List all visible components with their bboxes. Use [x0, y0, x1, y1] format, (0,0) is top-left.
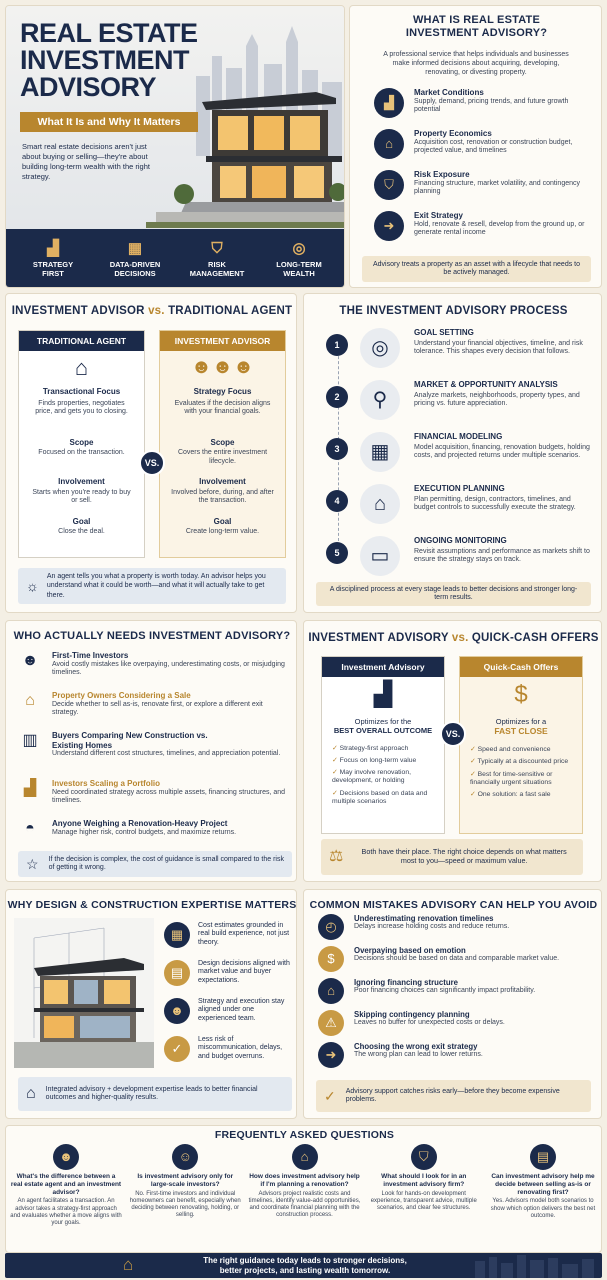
who-needs-callout	[18, 851, 292, 877]
design-panel	[5, 889, 297, 1119]
faq-question: Is investment advisory only for large-scale investors?	[137, 1173, 234, 1188]
calculator-icon: ▦	[127, 240, 143, 257]
item-text: Need coordinated strategy across multiple assets, financing structures, and timelines.	[52, 788, 286, 804]
hero-subtitle: What It Is and Why It Matters	[20, 112, 198, 132]
list-item	[318, 946, 598, 978]
quick-cash-list	[460, 736, 582, 799]
list-item	[470, 771, 574, 787]
step-number: 4	[326, 490, 348, 512]
what-is-title	[350, 14, 602, 39]
item-text: Typically at a discounted price	[477, 758, 569, 766]
monitor-chart-icon: ▭	[360, 536, 400, 576]
column-subtitle: Optimizes for a	[495, 717, 547, 726]
item-title: Underestimating renovation timelines	[354, 914, 494, 923]
item-title: Buyers Comparing New Construction vs. Existing Homes	[52, 731, 208, 750]
item-text: Covers the entire investment lifecycle.	[177, 449, 268, 465]
item-text: Understand different cost structures, timelines, and appreciation potential.	[52, 750, 281, 758]
item-title: Goal	[213, 516, 232, 526]
list-item	[318, 1042, 598, 1074]
list-item	[332, 757, 436, 765]
clock-icon: ◴	[318, 914, 344, 940]
item-text: Avoid costly mistakes like overpaying, underestimating costs, or misjudging timelines.	[52, 660, 285, 676]
item-text: Starts when you're ready to buy or sell.	[32, 488, 131, 505]
step-text: Revisit assumptions and performance as markets shift to ensure the strategy stays on track.	[414, 547, 590, 563]
faq-question: Can investment advisory help me decide between selling as-is or renovating first?	[491, 1173, 595, 1196]
column-header: Investment Advisory	[322, 657, 444, 677]
pillar-label: RISK	[208, 260, 226, 269]
process-step	[326, 536, 598, 588]
pillar-label: WEALTH	[283, 269, 315, 278]
step-text: Understand your financial objectives, timeline, and risk tolerance. This shapes every decision that follows.	[414, 339, 583, 355]
faq-answer: No. First-time investors and individual homeowners can benefit, especially when deciding between renovating, holding, or selling.	[129, 1190, 241, 1219]
item-text: Evaluates if the decision aligns with your financial goals.	[174, 399, 271, 415]
person-icon: ☻	[21, 652, 39, 669]
check-icon: ✓	[470, 770, 478, 778]
step-text: Model acquisition, financing, renovation budgets, holding costs, and projected returns under multiple scenarios.	[414, 443, 590, 459]
hero-intro: Smart real estate decisions aren't just about buying or selling—they're about building long-term wealth with the right strategy.	[22, 142, 150, 182]
shield-check-icon: ⛉	[374, 170, 404, 200]
list-item	[18, 691, 292, 731]
column-header: Quick-Cash Offers	[460, 657, 582, 677]
process-step	[326, 380, 598, 432]
list-item	[332, 769, 436, 785]
shield-icon: ⛉	[411, 1144, 437, 1170]
item-title: Choosing the wrong exit strategy	[354, 1042, 478, 1051]
list-item	[470, 758, 574, 766]
title-part: QUICK-CASH OFFERS	[471, 632, 599, 644]
item-text: Poor financing choices can significantly impact profitability.	[354, 987, 536, 995]
process-step	[326, 432, 598, 484]
footer-line: better projects, and lasting wealth tomorrow.	[219, 1266, 391, 1275]
vs-cash-panel	[303, 620, 602, 882]
item-text: Cost estimates grounded in real build experience, not just theory.	[198, 922, 290, 946]
pillar-label: FIRST	[42, 269, 64, 278]
item-title: Property Owners Considering a Sale	[52, 691, 191, 700]
mistakes-panel	[303, 889, 602, 1119]
growth-chart-icon: ▟	[23, 780, 37, 797]
check-icon: ✓	[470, 746, 478, 754]
item-title: Scope	[210, 437, 235, 447]
pillar-label: LONG-TERM	[276, 260, 322, 269]
hero-pillars	[6, 229, 345, 288]
what-is-list	[374, 88, 596, 252]
step-title: FINANCIAL MODELING	[414, 432, 503, 441]
list-item	[374, 88, 596, 129]
check-icon: ✓	[470, 758, 478, 766]
process-panel	[303, 293, 602, 613]
check-shield-icon: ✓	[164, 1036, 190, 1062]
callout-text: Both have their place. The right choice depends on what matters most to you—speed or maximum value.	[361, 847, 567, 865]
check-icon: ✓	[332, 769, 340, 777]
item-text: Acquisition cost, renovation or construction budget, projected value, and timelines	[414, 138, 573, 154]
pillar	[261, 240, 337, 278]
list-item	[18, 779, 292, 819]
item-title: Transactional Focus	[42, 387, 121, 396]
star-icon: ☆	[26, 855, 39, 872]
hero-panel	[5, 5, 345, 288]
house-dollar-icon: ⌂	[25, 692, 35, 709]
faq-item	[249, 1144, 361, 1227]
who-needs-panel	[5, 620, 297, 882]
pillar	[179, 240, 255, 278]
team-icon: ☻	[164, 998, 190, 1024]
hard-hat-icon: ◓	[25, 820, 35, 837]
hero-title	[20, 20, 198, 101]
pillar	[97, 240, 173, 278]
list-item	[318, 914, 598, 946]
item-text: Manage higher risk, control budgets, and maximize returns.	[52, 828, 237, 836]
design-title: WHY DESIGN & CONSTRUCTION EXPERTISE MATTERS	[7, 899, 297, 911]
faq-question: What should I look for in an investment advisory firm?	[381, 1173, 467, 1188]
traditional-agent-column	[18, 330, 145, 558]
item-text: Less risk of miscommunication, delays, and budget overruns.	[198, 1036, 283, 1060]
item-text: Strategy-first approach	[339, 745, 409, 752]
list-item	[374, 129, 596, 170]
list-item	[332, 790, 436, 806]
item-text: Decisions based on data and multiple scenarios	[332, 789, 428, 805]
title-part: TRADITIONAL AGENT	[168, 305, 293, 317]
item-title: Property Economics	[414, 129, 492, 138]
vs-cash-callout	[321, 839, 583, 875]
pillar-label: DATA-DRIVEN	[109, 260, 161, 269]
market-chart-icon: ▟	[374, 88, 404, 118]
faq-panel	[5, 1125, 602, 1253]
calculator-icon: ▦	[360, 432, 400, 472]
money-bag-icon: $	[318, 946, 344, 972]
step-number: 1	[326, 334, 348, 356]
who-needs-title: WHO ACTUALLY NEEDS INVESTMENT ADVISORY?	[13, 630, 291, 642]
money-bag-hand-icon: $	[514, 681, 528, 708]
item-text: One solution: a fast sale	[477, 790, 551, 798]
advisory-list	[322, 735, 444, 806]
list-item	[164, 1036, 294, 1074]
vs-cash-title	[304, 632, 602, 646]
faq-question: How does investment advisory help if I'm planning a renovation?	[249, 1173, 360, 1188]
step-title: ONGOING MONITORING	[414, 536, 507, 545]
title-part: INVESTMENT ADVISORY	[308, 632, 449, 644]
faq-answer: Yes. Advisors model both scenarios to show which option delivers the best net outcome.	[490, 1198, 596, 1219]
item-text: Financing structure, market volatility, and contingency planning	[414, 179, 581, 195]
item-text: Delays increase holding costs and reduce returns.	[354, 923, 510, 931]
item-title: Ignoring financing structure	[354, 978, 458, 987]
bank-icon: ⌂	[318, 978, 344, 1004]
blueprint-icon: ⌂	[360, 484, 400, 524]
list-item	[374, 170, 596, 211]
step-text: Plan permitting, design, contractors, timelines, and budget controls to successfully execute the strategy.	[414, 495, 576, 511]
faq-item	[368, 1144, 480, 1227]
footer-text	[155, 1256, 455, 1276]
list-item	[318, 1010, 598, 1042]
vs-badge: VS.	[440, 721, 466, 747]
check-icon: ✓	[470, 790, 478, 798]
house-icon: ⌂	[74, 355, 89, 380]
who-needs-list	[18, 651, 292, 859]
title-vs: vs.	[451, 632, 469, 644]
item-text: Leaves no buffer for unexpected costs or delays.	[354, 1019, 505, 1027]
list-item	[470, 746, 574, 754]
item-title: Investors Scaling a Portfolio	[52, 779, 161, 788]
faq-answer: Look for hands-on development experience, transparent advice, multiple scenarios, and clear fee structures.	[370, 1190, 477, 1211]
design-callout	[18, 1077, 292, 1111]
title-part: INVESTMENT ADVISOR	[11, 305, 145, 317]
warning-icon: ⚠	[318, 1010, 344, 1036]
vs-agent-panel	[5, 293, 297, 613]
pillar	[15, 240, 91, 278]
faq-item	[129, 1144, 241, 1227]
list-item	[18, 731, 292, 779]
check-icon: ✓	[332, 757, 340, 765]
item-text: Supply, demand, pricing trends, and future growth potential	[414, 97, 569, 113]
scales-icon: ⚖	[329, 848, 344, 866]
column-subtitle-emph: FAST CLOSE	[494, 726, 548, 736]
document-icon: ▤	[530, 1144, 556, 1170]
list-item	[164, 998, 294, 1036]
title-line: INVESTMENT ADVISORY?	[405, 26, 548, 39]
process-step	[326, 328, 598, 380]
exit-door-icon: ➜	[318, 1042, 344, 1068]
building-icon: ▥	[22, 732, 38, 749]
clipboard-icon: ▤	[164, 960, 190, 986]
what-is-panel	[349, 5, 602, 288]
footer-banner	[5, 1253, 602, 1278]
house-icon: ⌂	[292, 1144, 318, 1170]
growth-chart-icon: ▟	[373, 681, 393, 708]
process-callout: A disciplined process at every stage leads to better decisions and stronger long-term results.	[316, 582, 591, 606]
callout-text: Advisory support catches risks early—before they become expensive problems.	[345, 1087, 560, 1103]
title-vs: vs.	[148, 305, 165, 317]
house-dollar-icon: ⌂	[374, 129, 404, 159]
item-text: Hold, renovate & resell, develop from the ground up, or generate rental income	[414, 220, 585, 236]
item-text: Speed and convenience	[477, 746, 551, 754]
list-item	[164, 922, 294, 960]
house-outline-icon: ⌂	[123, 1255, 134, 1274]
person-icon: ☺	[172, 1144, 198, 1170]
process-step	[326, 484, 598, 536]
list-item	[164, 960, 294, 998]
column-subtitle: Optimizes for the	[354, 717, 412, 726]
advisory-column	[321, 656, 445, 834]
item-title: Overpaying based on emotion	[354, 946, 466, 955]
step-number: 2	[326, 386, 348, 408]
bar-chart-icon: ▟	[47, 240, 59, 257]
item-title: First-Time Investors	[52, 651, 129, 660]
item-title: Involvement	[58, 477, 105, 487]
column-subtitle-emph: BEST OVERALL OUTCOME	[333, 726, 433, 735]
exit-door-icon: ➜	[374, 211, 404, 241]
calculator-icon: ▦	[164, 922, 190, 948]
item-text: Strategy and execution stay aligned under one experienced team.	[198, 998, 285, 1022]
house-icon: ⌂	[26, 1085, 36, 1103]
shield-icon: ⛉	[211, 240, 223, 257]
item-title: Anyone Weighing a Renovation-Heavy Project	[52, 819, 228, 828]
list-item	[470, 791, 574, 799]
callout-text: Integrated advisory + development expertise leads to better financial outcomes and higher-quality results.	[45, 1085, 258, 1101]
pillar-label: STRATEGY	[32, 260, 74, 269]
item-text: Finds properties, negotiates price, and gets you to closing.	[35, 399, 128, 415]
callout-text: If the decision is complex, the cost of guidance is small compared to the risk of getting it wrong.	[48, 855, 284, 871]
item-text: Decide whether to sell as-is, renovate first, or explore a different exit strategy.	[52, 700, 263, 716]
process-title: THE INVESTMENT ADVISORY PROCESS	[339, 305, 568, 317]
item-text: The wrong plan can lead to lower returns.	[354, 1051, 483, 1059]
faq-question: What's the difference between a real estate agent and an investment advisor?	[10, 1173, 122, 1196]
step-title: EXECUTION PLANNING	[414, 484, 505, 493]
item-text: Close the deal.	[58, 528, 105, 536]
faq-answer: An agent facilitates a transaction. An advisor takes a strategy-first approach and evaluates whether a move aligns with your goals.	[10, 1198, 122, 1226]
target-icon: ◎	[292, 240, 306, 257]
hero-title-line: INVESTMENT	[20, 45, 190, 75]
item-text: Decisions should be based on data and comparable market value.	[354, 955, 560, 963]
construction-illustration	[14, 918, 154, 1068]
mistakes-title: COMMON MISTAKES ADVISORY CAN HELP YOU AVOID	[309, 899, 598, 911]
item-title: Scope	[69, 437, 94, 447]
item-text: Focus on long-term value	[339, 757, 417, 765]
what-is-desc: A professional service that helps individuals and businesses make informed decisions about acquiring, developing, renovating, or divesting property.	[383, 51, 569, 77]
column-header: INVESTMENT ADVISOR	[160, 331, 285, 351]
group-people-icon: ☻☻☻	[190, 356, 255, 378]
people-icon: ☻	[53, 1144, 79, 1170]
mistakes-callout	[316, 1080, 591, 1112]
item-title: Goal	[72, 516, 91, 526]
step-number: 5	[326, 542, 348, 564]
faq-item	[487, 1144, 599, 1227]
step-title: GOAL SETTING	[414, 328, 474, 337]
pillar-label: MANAGEMENT	[189, 269, 245, 278]
quick-cash-column	[459, 656, 583, 834]
faq-item	[10, 1144, 122, 1227]
hero-title-line: REAL ESTATE	[20, 18, 198, 48]
pillar-label: DECISIONS	[114, 269, 156, 278]
hero-title-line: ADVISORY	[20, 72, 157, 102]
faq-answer: Advisors project realistic costs and timelines, identify value-add opportunities, and coordinate financial planning with the construction process.	[248, 1190, 361, 1219]
vs-agent-title	[6, 305, 297, 319]
column-header: TRADITIONAL AGENT	[19, 331, 144, 351]
target-icon: ◎	[360, 328, 400, 368]
vs-agent-callout	[18, 568, 286, 604]
faq-title: FREQUENTLY ASKED QUESTIONS	[214, 1129, 395, 1141]
faq-list	[10, 1144, 599, 1227]
check-icon: ✓	[332, 789, 340, 797]
investment-advisor-column	[159, 330, 286, 558]
item-text: Design decisions aligned with market value and buyer expectations.	[198, 960, 290, 984]
list-item	[374, 211, 596, 252]
item-title: Strategy Focus	[193, 387, 252, 396]
item-text: Involved before, during, and after the transaction.	[171, 488, 274, 505]
process-steps	[326, 328, 598, 588]
magnifier-chart-icon: ⚲	[360, 380, 400, 420]
step-number: 3	[326, 438, 348, 460]
lightbulb-icon: ☼	[26, 577, 39, 594]
vs-badge: VS.	[139, 450, 165, 476]
step-text: Analyze markets, neighborhoods, property types, and pricing vs. future appreciation.	[414, 391, 580, 407]
check-icon: ✓	[324, 1087, 336, 1104]
footer-line: The right guidance today leads to stronger decisions,	[203, 1256, 407, 1265]
title-line: WHAT IS REAL ESTATE	[412, 14, 541, 26]
step-title: MARKET & OPPORTUNITY ANALYSIS	[414, 380, 558, 389]
item-text: Create long-term value.	[185, 528, 260, 536]
list-item	[318, 978, 598, 1010]
item-title: Involvement	[199, 477, 246, 487]
callout-text: An agent tells you what a property is worth today. An advisor helps you understand what it could be worth—and what it will actually take to get there.	[46, 573, 266, 599]
check-icon: ✓	[332, 745, 340, 752]
mistakes-list	[318, 914, 598, 1074]
list-item	[332, 745, 436, 753]
what-is-callout: Advisory treats a property as an asset with a lifecycle that needs to be actively managed.	[362, 256, 591, 282]
item-title: Risk Exposure	[414, 170, 470, 179]
item-title: Exit Strategy	[414, 211, 463, 220]
design-list	[164, 922, 294, 1074]
item-text: May involve renovation, development, or holding	[332, 769, 411, 785]
list-item	[18, 651, 292, 691]
item-text: Focused on the transaction.	[38, 449, 125, 457]
item-text: Best for time-sensitive or financially urgent situations	[470, 770, 553, 786]
item-title: Skipping contingency planning	[354, 1010, 470, 1019]
item-title: Market Conditions	[414, 88, 484, 97]
